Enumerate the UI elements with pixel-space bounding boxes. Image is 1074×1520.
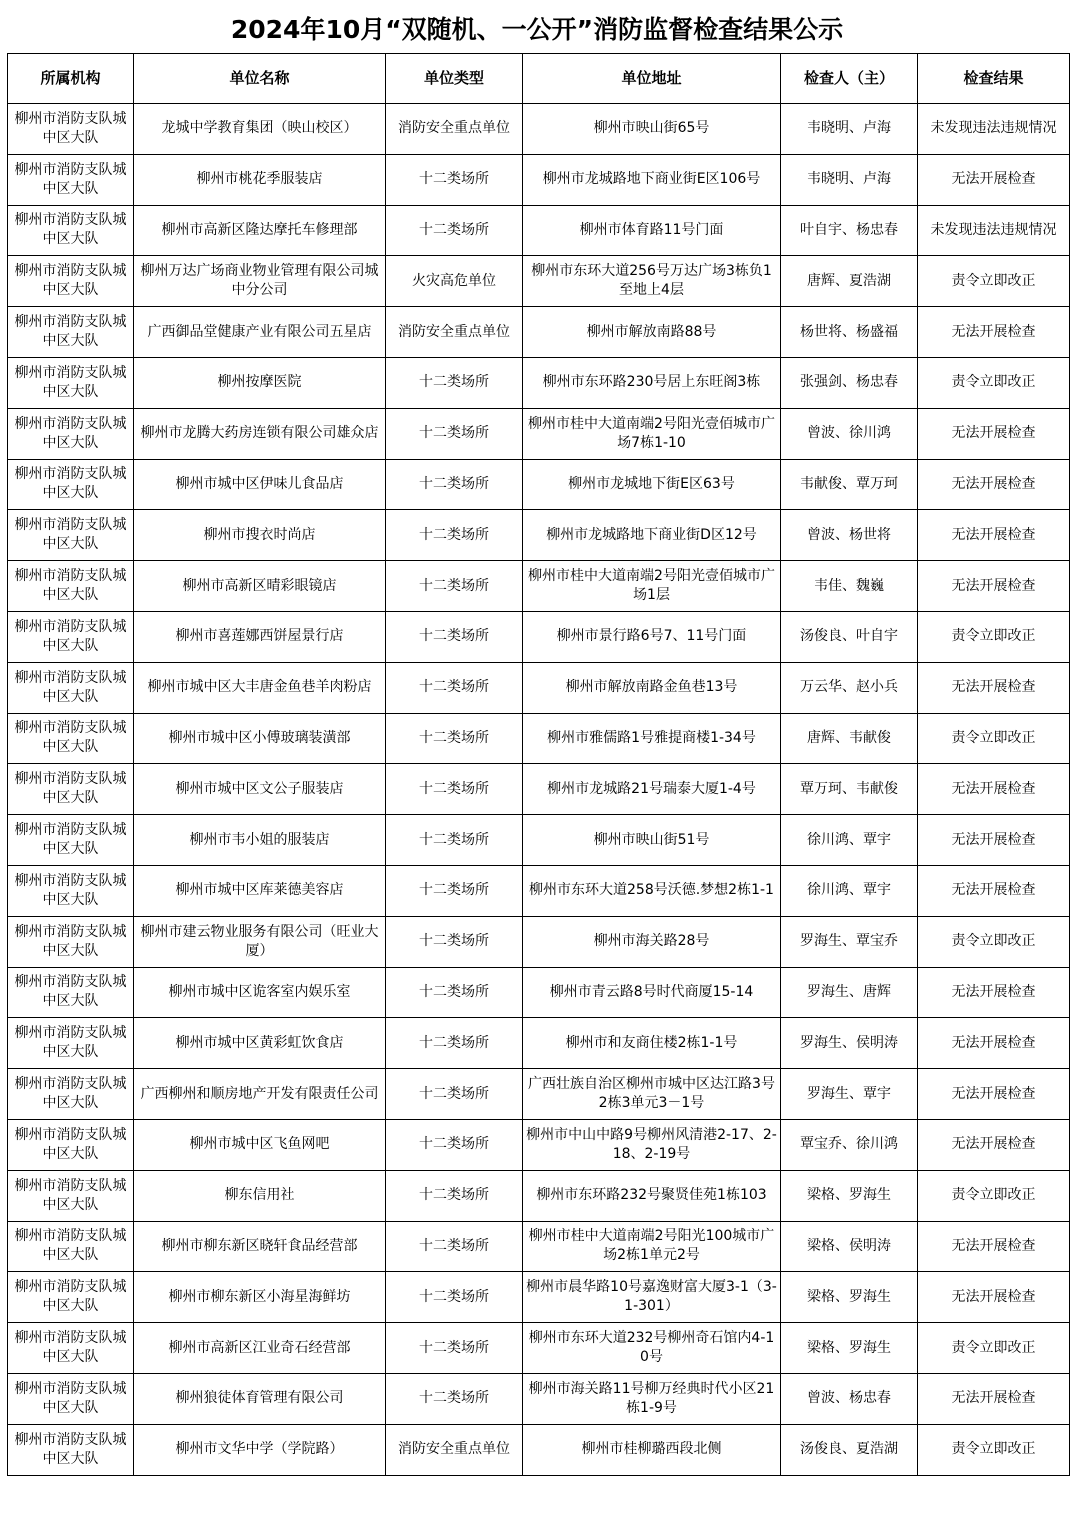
cell-unit-type: 十二类场所	[386, 205, 523, 256]
cell-unit-name: 柳州市桃花季服装店	[134, 154, 386, 205]
cell-unit-type: 十二类场所	[386, 713, 523, 764]
cell-result: 未发现违法违规情况	[918, 104, 1070, 155]
cell-unit-name: 柳州市城中区伊味儿食品店	[134, 459, 386, 510]
cell-unit-address: 柳州市龙城路21号瑞泰大厦1-4号	[523, 764, 781, 815]
cell-unit-name: 柳州市建云物业服务有限公司（旺业大厦）	[134, 916, 386, 967]
cell-unit-name: 柳东信用社	[134, 1170, 386, 1221]
cell-unit-type: 十二类场所	[386, 459, 523, 510]
cell-unit-address: 柳州市海关路28号	[523, 916, 781, 967]
cell-unit-name: 柳州市龙腾大药房连锁有限公司雄众店	[134, 408, 386, 459]
cell-unit-name: 柳州市喜莲娜西饼屋景行店	[134, 611, 386, 662]
cell-result: 责令立即改正	[918, 1323, 1070, 1374]
table-row	[8, 408, 1070, 459]
cell-org: 柳州市消防支队城中区大队	[8, 104, 134, 155]
table-row	[8, 967, 1070, 1018]
cell-result: 无法开展检查	[918, 815, 1070, 866]
cell-unit-name: 柳州市城中区飞鱼网吧	[134, 1119, 386, 1170]
cell-unit-type: 十二类场所	[386, 815, 523, 866]
cell-inspectors: 徐川鸿、覃宇	[781, 865, 918, 916]
table-row	[8, 510, 1070, 561]
column-header-address: 单位地址	[523, 54, 781, 104]
cell-unit-type: 十二类场所	[386, 1119, 523, 1170]
cell-result: 无法开展检查	[918, 510, 1070, 561]
cell-unit-address: 柳州市东环大道258号沃德.梦想2栋1-1	[523, 865, 781, 916]
cell-org: 柳州市消防支队城中区大队	[8, 256, 134, 307]
cell-inspectors: 梁格、罗海生	[781, 1323, 918, 1374]
column-header-result: 检查结果	[918, 54, 1070, 104]
cell-unit-name: 柳州市城中区诡客室内娱乐室	[134, 967, 386, 1018]
cell-result: 无法开展检查	[918, 865, 1070, 916]
table-row	[8, 154, 1070, 205]
cell-unit-type: 消防安全重点单位	[386, 307, 523, 358]
cell-result: 无法开展检查	[918, 1018, 1070, 1069]
cell-result: 无法开展检查	[918, 1119, 1070, 1170]
cell-org: 柳州市消防支队城中区大队	[8, 459, 134, 510]
cell-inspectors: 徐川鸿、覃宇	[781, 815, 918, 866]
cell-result: 无法开展检查	[918, 1069, 1070, 1120]
cell-inspectors: 梁格、罗海生	[781, 1170, 918, 1221]
cell-inspectors: 覃万珂、韦献俊	[781, 764, 918, 815]
cell-unit-address: 柳州市青云路8号时代商厦15-14	[523, 967, 781, 1018]
table-row	[8, 561, 1070, 612]
cell-unit-name: 龙城中学教育集团（映山校区）	[134, 104, 386, 155]
table-row	[8, 815, 1070, 866]
table-row	[8, 662, 1070, 713]
cell-unit-address: 柳州市雅儒路1号雅提商楼1-34号	[523, 713, 781, 764]
cell-org: 柳州市消防支队城中区大队	[8, 1323, 134, 1374]
cell-unit-name: 柳州万达广场商业物业管理有限公司城中分公司	[134, 256, 386, 307]
cell-result: 责令立即改正	[918, 916, 1070, 967]
table-row	[8, 459, 1070, 510]
cell-unit-address: 柳州市龙城路地下商业街E区106号	[523, 154, 781, 205]
table-body	[8, 104, 1070, 1476]
cell-unit-address: 柳州市龙城地下街E区63号	[523, 459, 781, 510]
cell-unit-address: 柳州市龙城路地下商业街D区12号	[523, 510, 781, 561]
cell-result: 无法开展检查	[918, 459, 1070, 510]
cell-unit-name: 柳州市搜衣时尚店	[134, 510, 386, 561]
cell-result: 责令立即改正	[918, 713, 1070, 764]
column-header-type: 单位类型	[386, 54, 523, 104]
cell-unit-address: 柳州市和友商住楼2栋1-1号	[523, 1018, 781, 1069]
cell-unit-type: 十二类场所	[386, 865, 523, 916]
cell-result: 责令立即改正	[918, 357, 1070, 408]
cell-unit-address: 柳州市景行路6号7、11号门面	[523, 611, 781, 662]
cell-org: 柳州市消防支队城中区大队	[8, 865, 134, 916]
cell-unit-type: 十二类场所	[386, 1069, 523, 1120]
cell-org: 柳州市消防支队城中区大队	[8, 1119, 134, 1170]
table-row	[8, 1119, 1070, 1170]
cell-unit-type: 十二类场所	[386, 357, 523, 408]
cell-result: 无法开展检查	[918, 154, 1070, 205]
table-row	[8, 1069, 1070, 1120]
table-row	[8, 1373, 1070, 1424]
cell-inspectors: 叶自宇、杨忠春	[781, 205, 918, 256]
table-row	[8, 357, 1070, 408]
cell-result: 责令立即改正	[918, 256, 1070, 307]
cell-unit-type: 十二类场所	[386, 1323, 523, 1374]
table-row	[8, 205, 1070, 256]
inspection-results-table	[7, 53, 1070, 1476]
cell-inspectors: 罗海生、侯明涛	[781, 1018, 918, 1069]
cell-unit-name: 柳州市高新区隆达摩托车修理部	[134, 205, 386, 256]
cell-org: 柳州市消防支队城中区大队	[8, 815, 134, 866]
cell-unit-name: 柳州市柳东新区晓轩食品经营部	[134, 1221, 386, 1272]
cell-unit-type: 十二类场所	[386, 510, 523, 561]
cell-unit-type: 十二类场所	[386, 1272, 523, 1323]
cell-inspectors: 梁格、罗海生	[781, 1272, 918, 1323]
cell-unit-type: 十二类场所	[386, 1221, 523, 1272]
cell-org: 柳州市消防支队城中区大队	[8, 662, 134, 713]
cell-unit-address: 柳州市体育路11号门面	[523, 205, 781, 256]
cell-unit-name: 柳州市城中区小傅玻璃装潢部	[134, 713, 386, 764]
cell-unit-name: 广西柳州和顺房地产开发有限责任公司	[134, 1069, 386, 1120]
cell-org: 柳州市消防支队城中区大队	[8, 1272, 134, 1323]
cell-org: 柳州市消防支队城中区大队	[8, 916, 134, 967]
cell-unit-name: 柳州市城中区大丰唐金鱼巷羊肉粉店	[134, 662, 386, 713]
table-row	[8, 307, 1070, 358]
cell-unit-name: 柳州市城中区文公子服装店	[134, 764, 386, 815]
table-row	[8, 713, 1070, 764]
cell-unit-type: 十二类场所	[386, 967, 523, 1018]
cell-unit-name: 柳州市韦小姐的服装店	[134, 815, 386, 866]
cell-inspectors: 张强剑、杨忠春	[781, 357, 918, 408]
cell-unit-name: 柳州市高新区江业奇石经营部	[134, 1323, 386, 1374]
cell-result: 无法开展检查	[918, 561, 1070, 612]
cell-unit-type: 十二类场所	[386, 408, 523, 459]
table-row	[8, 916, 1070, 967]
table-row	[8, 1221, 1070, 1272]
cell-org: 柳州市消防支队城中区大队	[8, 713, 134, 764]
cell-inspectors: 汤俊良、夏浩湖	[781, 1424, 918, 1475]
cell-unit-type: 消防安全重点单位	[386, 1424, 523, 1475]
cell-inspectors: 杨世将、杨盛福	[781, 307, 918, 358]
cell-result: 无法开展检查	[918, 662, 1070, 713]
cell-unit-type: 十二类场所	[386, 1170, 523, 1221]
cell-unit-name: 广西御品堂健康产业有限公司五星店	[134, 307, 386, 358]
table-row	[8, 1424, 1070, 1475]
cell-unit-name: 柳州市城中区黄彩虹饮食店	[134, 1018, 386, 1069]
cell-unit-address: 柳州市解放南路金鱼巷13号	[523, 662, 781, 713]
table-row	[8, 611, 1070, 662]
cell-inspectors: 罗海生、唐辉	[781, 967, 918, 1018]
cell-result: 无法开展检查	[918, 1373, 1070, 1424]
cell-unit-address: 柳州市东环路230号居上东旺阁3栋	[523, 357, 781, 408]
cell-result: 无法开展检查	[918, 1221, 1070, 1272]
cell-inspectors: 罗海生、覃宝乔	[781, 916, 918, 967]
table-row	[8, 1018, 1070, 1069]
table-row	[8, 104, 1070, 155]
cell-org: 柳州市消防支队城中区大队	[8, 154, 134, 205]
page-title: 2024年10月“双随机、一公开”消防监督检查结果公示	[230, 15, 844, 44]
cell-unit-name: 柳州市高新区晴彩眼镜店	[134, 561, 386, 612]
cell-unit-address: 柳州市解放南路88号	[523, 307, 781, 358]
cell-unit-type: 十二类场所	[386, 662, 523, 713]
cell-unit-address: 柳州市映山街65号	[523, 104, 781, 155]
cell-inspectors: 唐辉、韦献俊	[781, 713, 918, 764]
cell-unit-name: 柳州市城中区库莱德美容店	[134, 865, 386, 916]
table-row	[8, 764, 1070, 815]
cell-inspectors: 韦献俊、覃万珂	[781, 459, 918, 510]
cell-unit-address: 柳州市桂柳璐西段北侧	[523, 1424, 781, 1475]
cell-unit-address: 柳州市中山中路9号柳州风清港2-17、2-18、2-19号	[523, 1119, 781, 1170]
cell-org: 柳州市消防支队城中区大队	[8, 1373, 134, 1424]
cell-inspectors: 罗海生、覃宇	[781, 1069, 918, 1120]
cell-result: 无法开展检查	[918, 307, 1070, 358]
cell-unit-type: 十二类场所	[386, 561, 523, 612]
cell-org: 柳州市消防支队城中区大队	[8, 1170, 134, 1221]
cell-inspectors: 万云华、赵小兵	[781, 662, 918, 713]
column-header-inspectors: 检查人（主）	[781, 54, 918, 104]
cell-unit-type: 火灾高危单位	[386, 256, 523, 307]
cell-unit-type: 十二类场所	[386, 916, 523, 967]
cell-inspectors: 曾波、杨世将	[781, 510, 918, 561]
cell-inspectors: 韦晓明、卢海	[781, 104, 918, 155]
cell-org: 柳州市消防支队城中区大队	[8, 1221, 134, 1272]
cell-result: 责令立即改正	[918, 1424, 1070, 1475]
cell-unit-address: 柳州市映山街51号	[523, 815, 781, 866]
cell-org: 柳州市消防支队城中区大队	[8, 1424, 134, 1475]
cell-org: 柳州市消防支队城中区大队	[8, 764, 134, 815]
cell-unit-address: 柳州市东环大道232号柳州奇石馆内4-10号	[523, 1323, 781, 1374]
cell-org: 柳州市消防支队城中区大队	[8, 510, 134, 561]
cell-result: 未发现违法违规情况	[918, 205, 1070, 256]
cell-inspectors: 汤俊良、叶自宇	[781, 611, 918, 662]
column-header-name: 单位名称	[134, 54, 386, 104]
cell-unit-address: 广西壮族自治区柳州市城中区达江路3号2栋3单元3－1号	[523, 1069, 781, 1120]
cell-org: 柳州市消防支队城中区大队	[8, 1069, 134, 1120]
cell-result: 责令立即改正	[918, 1170, 1070, 1221]
cell-unit-name: 柳州市文华中学（学院路）	[134, 1424, 386, 1475]
table-row	[8, 1272, 1070, 1323]
cell-result: 责令立即改正	[918, 611, 1070, 662]
cell-result: 无法开展检查	[918, 967, 1070, 1018]
cell-unit-type: 十二类场所	[386, 764, 523, 815]
cell-inspectors: 覃宝乔、徐川鸿	[781, 1119, 918, 1170]
table-row	[8, 1323, 1070, 1374]
cell-result: 无法开展检查	[918, 408, 1070, 459]
cell-unit-type: 消防安全重点单位	[386, 104, 523, 155]
cell-inspectors: 梁格、侯明涛	[781, 1221, 918, 1272]
cell-unit-address: 柳州市桂中大道南端2号阳光壹佰城市广场1层	[523, 561, 781, 612]
table-header-row	[8, 54, 1070, 104]
cell-org: 柳州市消防支队城中区大队	[8, 205, 134, 256]
cell-unit-address: 柳州市海关路11号柳万经典时代小区21栋1-9号	[523, 1373, 781, 1424]
table-row	[8, 865, 1070, 916]
cell-org: 柳州市消防支队城中区大队	[8, 561, 134, 612]
cell-inspectors: 曾波、杨忠春	[781, 1373, 918, 1424]
cell-unit-type: 十二类场所	[386, 154, 523, 205]
cell-unit-type: 十二类场所	[386, 611, 523, 662]
cell-inspectors: 曾波、徐川鸿	[781, 408, 918, 459]
cell-org: 柳州市消防支队城中区大队	[8, 307, 134, 358]
cell-unit-name: 柳州市柳东新区小海星海鲜坊	[134, 1272, 386, 1323]
table-row	[8, 1170, 1070, 1221]
cell-unit-type: 十二类场所	[386, 1373, 523, 1424]
column-header-org: 所属机构	[8, 54, 134, 104]
cell-unit-address: 柳州市晨华路10号嘉逸财富大厦3-1（3-1-301）	[523, 1272, 781, 1323]
cell-unit-address: 柳州市桂中大道南端2号阳光100城市广场2栋1单元2号	[523, 1221, 781, 1272]
cell-org: 柳州市消防支队城中区大队	[8, 611, 134, 662]
cell-org: 柳州市消防支队城中区大队	[8, 408, 134, 459]
cell-unit-name: 柳州按摩医院	[134, 357, 386, 408]
cell-result: 无法开展检查	[918, 764, 1070, 815]
cell-unit-type: 十二类场所	[386, 1018, 523, 1069]
cell-inspectors: 唐辉、夏浩湖	[781, 256, 918, 307]
cell-unit-address: 柳州市桂中大道南端2号阳光壹佰城市广场7栋1-10	[523, 408, 781, 459]
cell-unit-address: 柳州市东环大道256号万达广场3栋负1至地上4层	[523, 256, 781, 307]
cell-org: 柳州市消防支队城中区大队	[8, 357, 134, 408]
cell-unit-name: 柳州狼徒体育管理有限公司	[134, 1373, 386, 1424]
cell-org: 柳州市消防支队城中区大队	[8, 1018, 134, 1069]
cell-inspectors: 韦佳、魏巍	[781, 561, 918, 612]
table-row	[8, 256, 1070, 307]
cell-inspectors: 韦晓明、卢海	[781, 154, 918, 205]
cell-unit-address: 柳州市东环路232号聚贤佳苑1栋103	[523, 1170, 781, 1221]
cell-org: 柳州市消防支队城中区大队	[8, 967, 134, 1018]
cell-result: 无法开展检查	[918, 1272, 1070, 1323]
